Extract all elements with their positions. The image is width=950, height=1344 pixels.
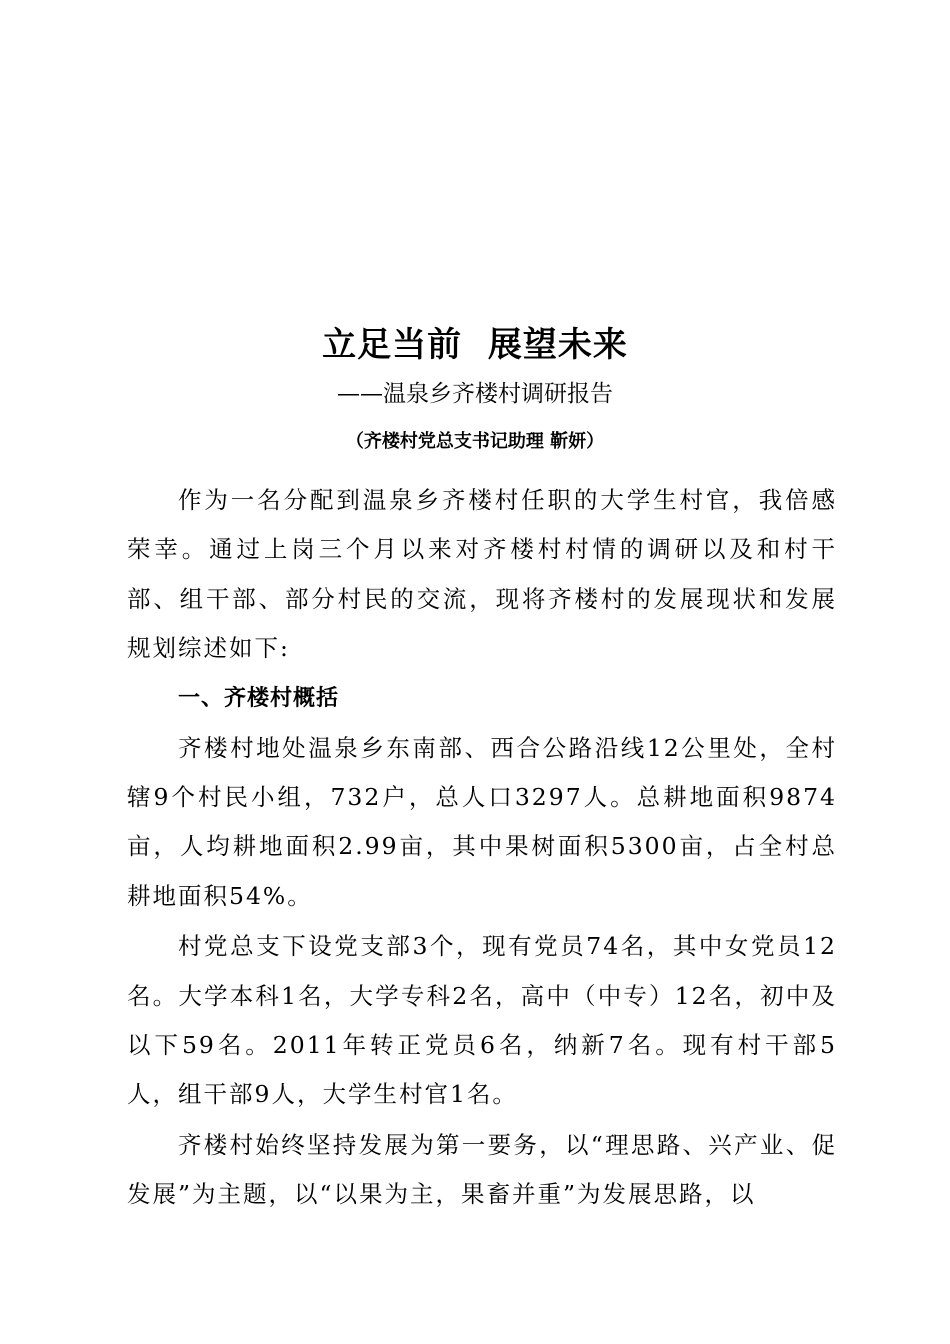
intro-paragraph: 作为一名分配到温泉乡齐楼村任职的大学生村官，我倍感荣幸。通过上岗三个月以来对齐楼村村情的调研以及和村干部、组干部、部分村民的交流，现将齐楼村的发展现状和发展规划综述如下: (127, 486, 837, 663)
body-paragraph: 村党总支下设党支部3个，现有党员74名，其中女党员12名。大学本科1名，大学专科2名，高中（中专）12名，初中及以下59名。2011年转正党员6名，纳新7名。现有村干部5人，组干部9人，大学生村官1名。 (127, 932, 837, 1109)
author-line: （齐楼村党总支书记助理 靳妍） (345, 431, 605, 452)
body-paragraph: 齐楼村始终坚持发展为第一要务，以“理思路、兴产业、促发展”为主题，以“以果为主，果畜并重”为发展思路，以 (127, 1130, 837, 1209)
document-body (127, 476, 837, 1220)
document-subtitle: ——温泉乡齐楼村调研报告 (337, 381, 613, 407)
document-title: 立足当前 展望未来 (322, 325, 628, 365)
section-heading: 一、齐楼村概括 (178, 685, 340, 711)
body-paragraph: 齐楼村地处温泉乡东南部、西合公路沿线12公里处，全村辖9个村民小组，732户，总人口3297人。总耕地面积9874亩，人均耕地面积2.99亩，其中果树面积5300亩，占全村总耕地面积54%。 (127, 733, 837, 910)
